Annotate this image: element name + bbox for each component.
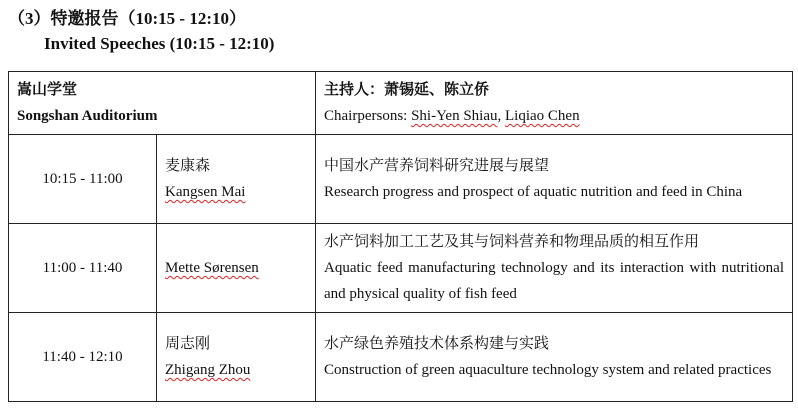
talk-title-chinese: 水产绿色养殖技术体系构建与实践 — [324, 336, 550, 352]
venue-english: Songshan Auditorium — [17, 108, 158, 124]
schedule-table — [8, 71, 793, 402]
chairperson-name-1: Shi-Yen Shiau — [411, 108, 498, 124]
table-row — [9, 224, 793, 313]
talk-title-chinese: 水产饲料加工工艺及其与饲料营养和物理品质的相互作用 — [324, 234, 700, 250]
talk-title-english: Construction of green aquaculture technology system and related practices — [324, 362, 772, 378]
chairpersons-chinese: 主持人：萧锡延、陈立侨 — [324, 82, 490, 98]
session-time: 11:40 - 12:10 — [9, 313, 157, 402]
chairpersons-label: Chairpersons: — [324, 108, 412, 124]
talk-title-cell — [316, 224, 793, 313]
chairperson-separator: , — [497, 108, 506, 124]
talk-title-cell — [316, 313, 793, 402]
session-time: 10:15 - 11:00 — [9, 135, 157, 224]
section-heading-english: Invited Speeches (10:15 - 12:10) — [44, 34, 275, 53]
chairperson-name-2: Liqiao Chen — [505, 108, 580, 124]
speaker-name-english: Kangsen Mai — [165, 184, 246, 200]
chairpersons-english — [324, 103, 792, 129]
venue-chinese: 嵩山学堂 — [17, 82, 78, 98]
speaker-name-chinese: 麦康森 — [165, 158, 211, 174]
venue-cell — [9, 72, 316, 135]
session-time: 11:00 - 11:40 — [9, 224, 157, 313]
table-row — [9, 135, 793, 224]
header-row — [9, 72, 793, 135]
speaker-cell — [157, 313, 316, 402]
section-heading-chinese: （3）特邀报告（10:15 - 12:10） — [8, 9, 246, 28]
speaker-cell — [157, 135, 316, 224]
talk-title-english: Research progress and prospect of aquatic nutrition and feed in China — [324, 184, 743, 200]
speaker-cell — [157, 224, 316, 313]
talk-title-cell — [316, 135, 793, 224]
talk-title-english: Aquatic feed manufacturing technology and its interaction with nutritional and physical quality of fish feed — [324, 260, 784, 302]
speaker-name-english: Mette Sørensen — [165, 260, 259, 276]
speaker-name-chinese: 周志刚 — [165, 336, 211, 352]
speaker-name-english: Zhigang Zhou — [165, 362, 251, 378]
chairpersons-cell — [316, 72, 793, 135]
talk-title-chinese: 中国水产营养饲料研究进展与展望 — [324, 158, 550, 174]
table-row — [9, 313, 793, 402]
